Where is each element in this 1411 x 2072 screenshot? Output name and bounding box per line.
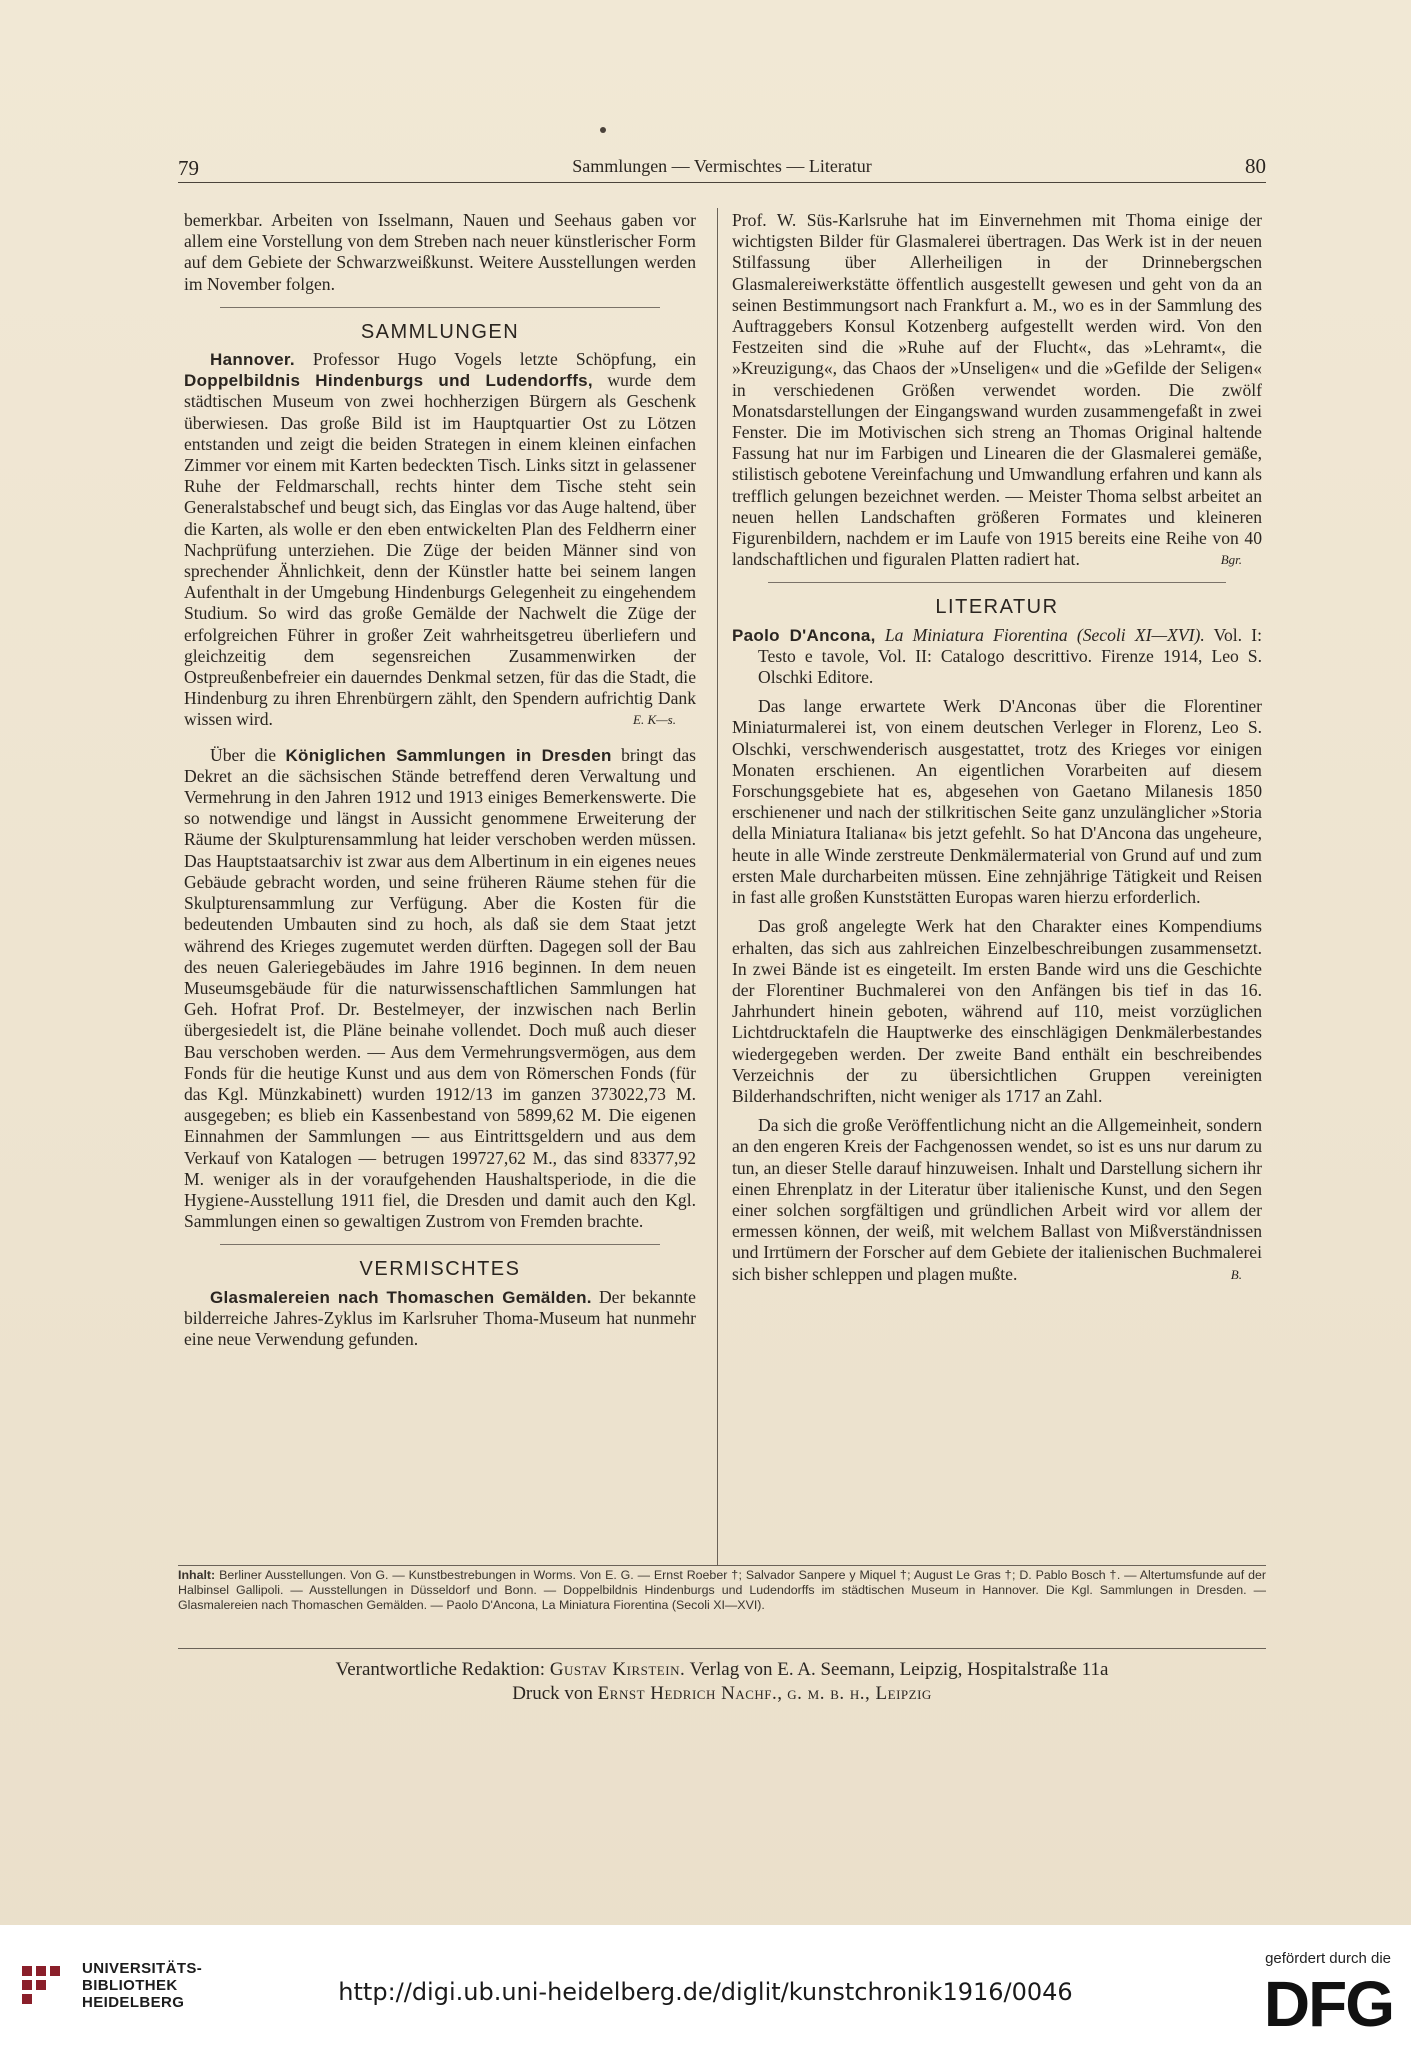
print-mark xyxy=(600,127,606,133)
review-paragraph-1: Das lange erwartete Werk D'Anconas über die Florentiner Miniaturmalerei ist, von einem deutschen Verleger in Florenz, Leo S. Olschki, verschwenderisch ausgestattet, trotz des Krieges vor einigen Monaten erschienen. An eigentlichen Vorarbeiten auf diesem Forschungsgebiete hat es, abgesehen von Gaetano Milanesis 1850 erschienener und nach der stilkritischen Seite ganz unzulänglicher »Storia della Miniatura Italiana« bis jetzt gefehlt. So hat D'Ancona das ungeheure, heute in alle Winde zerstreute Denkmälermaterial von Grund auf und zum ersten Male durcharbeiten müssen. Eine zehnjährige Tätigkeit und Reisen in fast alle großen Kunststätten Europas waren hierzu erforderlich. xyxy=(732,696,1262,908)
dresden-text: bringt das Dekret an die sächsischen Stände betreffend deren Verwaltung und Vermehrung in den Jahren 1912 und 1913 einiges Bemerkenswerte. Die so notwendige und längst in Aussicht genommene Erweiterung der Räume der Skulpturensammlung hat leider verschoben werden müssen. Das Hauptstaatsarchiv ist zwar aus dem Albertinum in ein eigenes neues Gebäude gebracht worden, und seine früheren Räume stehen für die Skulpturensammlung zur Verfügung. Aber die Kosten für die bedeutenden Umbauten sind zu hoch, als daß sie dem Staat jetzt während des Krieges zugemutet werden dürften. Dagegen soll der Bau des neuen Galeriegebäudes im Jahre 1916 beginnen. In dem neuen Museumsgebäude für die naturwissenschaftlichen Sammlungen hat Geh. Hofrat Prof. Dr. Bestelmeyer, der inzwischen nach Berlin übergesiedelt ist, die Pläne beinahe vollendet. Doch muß auch dieser Bau verschoben werden. — Aus dem Vermehrungsvermögen, aus dem Fonds für die heutige Kunst und aus dem von Römerschen Fonds (für das Kgl. Münzkabinett) wurden 1912/13 im ganzen 373022,73 M. ausgegeben; es blieb ein Kassenbestand von 5899,62 M. Die eigenen Einnahmen der Sammlungen — aus Eintrittsgeldern und aus dem Verkauf von Katalogen — betrugen 199727,62 M., das sind 83377,92 M. weniger als in der voraufgehenden Haushaltsperiode, in die die Hygiene-Ausstellung 1911 fiel, die Dresden und damit auch den Kgl. Sammlungen einen so gewaltigen Zustrom von Fremden brachte. xyxy=(184,744,696,1232)
review-paragraph-2: Das groß angelegte Werk hat den Charakter eines Kompendiums erhalten, das sich aus zahlreichen Einzelbeschreibungen zusammensetzt. In zwei Bände ist es eingeteilt. Im ersten Bande wird uns die Geschichte der Florentiner Buchmalerei von den Anfängen bis tief in das 16. Jahrhundert hinein geboten, während auf 110, meist vorzüglichen Lichtdrucktafeln die Hauptwerke des einschlägigen Denkmälerbestandes wiedergegeben werden. Der zweite Band enthält ein beschreibendes Verzeichnis der zu übersichtlichen Gruppen vereinigten Bilderhandschriften, nicht weniger als 1717 an Zahl. xyxy=(732,916,1262,1106)
library-line-3: HEIDELBERG xyxy=(82,1994,185,2011)
dresden-paragraph xyxy=(184,745,696,1233)
section-title-literatur: LITERATUR xyxy=(935,596,1059,619)
hannover-pre: Professor Hugo Vogels letzte Schöpfung, ein xyxy=(312,349,696,370)
review-paragraph-3 xyxy=(732,1115,1262,1285)
book-citation xyxy=(732,625,1262,689)
book-title: La Miniatura Fiorentina (Secoli XI—XVI). xyxy=(884,624,1205,645)
imprint-printer-name: Ernst Hedrich Nachf., xyxy=(597,1683,783,1704)
left-column xyxy=(184,210,696,1358)
imprint-line-2 xyxy=(178,1682,1266,1706)
imprint-publisher: Verlag von E. A. Seemann, Leipzig, Hospitalstraße 11a xyxy=(689,1659,1109,1680)
column-divider xyxy=(717,208,718,1566)
signature: B. xyxy=(1230,1266,1242,1282)
hannover-paragraph xyxy=(184,349,696,731)
review-text-3: Da sich die große Veröffentlichung nicht an die Allgemeinheit, sondern an den engeren Kreis der Fachgenossen wendet, so ist es uns nur darum zu tun, an dieser Stelle darauf hinzuweisen. Inhalt und Darstellung sichern ihr einen Ehrenplatz in der Literatur über italienische Kunst, und den Segen einer solchen sorgfältigen und gründlichen Arbeit wird vor allem der ermessen können, der weiß, mit welchem Ballast von Mißverständnissen und Irrtümern der Forscher auf dem Gebiete der italienischen Buchmalerei sich bisher schleppen und plagen mußte. xyxy=(732,1115,1262,1284)
dfg-logo: DFG xyxy=(1263,1968,1393,2040)
page-number-left: 79 xyxy=(178,156,199,180)
section-title-sammlungen: SAMMLUNGEN xyxy=(360,320,520,343)
dresden-pre: Über die xyxy=(210,744,277,765)
intro-paragraph: bemerkbar. Arbeiten von Isselmann, Nauen und Seehaus gaben vor allem eine Vorstellung von dem Streben nach neuer künstlerischer Form auf dem Gebiete der Schwarzweißkunst. Weitere Ausstellungen werden im November folgen. xyxy=(184,210,696,294)
funded-by-label: gefördert durch die xyxy=(1265,1950,1391,1967)
hannover-lead: Hannover. xyxy=(210,350,295,370)
glas-bold: Glasmalereien nach Thomaschen Gemälden. xyxy=(210,1287,592,1307)
glas-text: Der bekannte bilderreiche Jahres-Zyklus im Karlsruher Thoma-Museum hat nunmehr eine neue Verwendung gefunden. xyxy=(184,1286,696,1349)
glas-continued xyxy=(732,210,1262,570)
glas-paragraph xyxy=(184,1287,696,1351)
library-line-1: UNIVERSITÄTS- xyxy=(82,1960,203,1977)
hannover-text: wurde dem städtischen Museum von zwei hochherzigen Bürgern als Geschenk überwiesen. Das große Bild ist im Hauptquartier Ost zu Lötzen entstanden und zeigt die beiden Strategen in einem kleinen einfachen Zimmer vor einem mit Karten bedeckten Tisch. Links sitzt in gelassener Ruhe der Feldmarschall, rechts hinter dem Tische steht sein Generalstabschef und beugt sich, das Einglas vor das Auge haltend, über die Karten, als wolle er den eben entwickelten Plan des Feldherrn einer Nachprüfung unterziehen. Die Züge der beiden Männer sind von sprechender Ähnlichkeit, denn der Künstler hatte bei seinem langen Aufenthalt in der Umgebung Hindenburgs Gelegenheit zu eingehendem Studium. So wird das große Gemälde der Nachwelt die Züge der erfolgreichen Führer in großer Zeit wahrheitsgetreu überliefern und gleichzeitig dem segensreichen Zusammenwirken der Ostpreußenbefreier ein dauerndes Denkmal setzen, für das die Stadt, die Hindenburg zu ihren Ehrenbürgern zählt, den Spendern aufrichtig Dank wissen wird. xyxy=(184,370,696,730)
signature: E. K—s. xyxy=(633,712,676,728)
dresden-bold: Königlichen Sammlungen in Dresden xyxy=(285,745,612,765)
book-author: Paolo D'Ancona, xyxy=(732,625,876,645)
right-column xyxy=(732,210,1262,1293)
imprint-printer-label: Druck von xyxy=(512,1683,593,1704)
section-rule xyxy=(768,582,1226,583)
glas-cont-text: Prof. W. Süs-Karlsruhe hat im Einvernehmen mit Thoma einige der wichtigsten Bilder für Glasmalerei übertragen. Das Werk ist in der neuen Stilfassung über Allerheiligen in der Drinnebergschen Glasmalereiwerkstätte öffentlich ausgestellt gewesen und geht von da an seinen Bestimmungsort nach Frankfurt a. M., wo es in der Sammlung des Auftraggebers Konsul Kotzenberg aufgestellt werden wird. Von den Festzeiten sind die »Ruhe auf der Flucht«, das »Lehramt«, die »Kreuzigung«, das Chaos der »Unseligen« und die »Gefilde der Seligen« in verschiedenen Größen verwendet worden. Die zwölf Monatsdarstellungen der Eingangswand wurden zusammengefaßt in zwei Fenster. Die im Motivischen sich streng an Thomas Original haltende Fassung hat nur im Farbigen und Linearen die der Glasmalerei gemäße, stilistisch gebotene Vereinfachung und Umwandlung erfahren und kann als trefflich gelungen bezeichnet werden. — Meister Thoma selbst arbeitet an neuen hellen Landschaften größeren Formates und kleineren Figurenbildern, nachdem er im Laufe von 1915 bereits eine Reihe von 40 landschaftlichen und figuralen Platten radiert hat. xyxy=(732,210,1262,570)
source-url-link[interactable]: http://digi.ub.uni-heidelberg.de/diglit/kunstchronik1916/0046 xyxy=(338,1978,1073,2006)
section-rule xyxy=(220,1244,660,1245)
section-rule xyxy=(220,307,660,308)
signature: Bgr. xyxy=(1220,552,1242,568)
page-number-right: 80 xyxy=(1245,154,1266,178)
contents-label: Inhalt: xyxy=(178,1568,216,1582)
contents-rule xyxy=(178,1565,1266,1566)
header-rule xyxy=(178,182,1266,183)
imprint xyxy=(178,1658,1266,1706)
book-details: Vol. I: Testo e tavole, Vol. II: Catalogo descrittivo. Firenze 1914, Leo S. Olschki Editore. xyxy=(758,624,1262,688)
contents-text: Berliner Ausstellungen. Von G. — Kunstbestrebungen in Worms. Von E. G. — Ernst Roeber †; Salvador Sanpere y Miquel †; August Le Gras †; D. Pablo Bosch †. — Altertumsfunde auf der Halbinsel Gallipoli. — Ausstellungen in Düsseldorf und Bonn. — Doppelbildnis Hindenburgs und Ludendorffs im städtischen Museum in Hannover. Die Kgl. Sammlungen in Dresden. — Glasmalereien nach Thomaschen Gemälden. — Paolo D'Ancona, La Miniatura Fiorentina (Secoli XI—XVI). xyxy=(178,1568,1266,1612)
imprint-editor-label: Verantwortliche Redaktion: xyxy=(335,1659,546,1680)
hannover-bold: Doppelbildnis Hindenburgs und Ludendorffs, xyxy=(184,371,593,391)
imprint-rule xyxy=(178,1648,1266,1649)
imprint-editor-name: Gustav Kirstein. xyxy=(549,1659,686,1680)
header-title: Sammlungen — Vermischtes — Literatur xyxy=(572,156,872,176)
imprint-line-1 xyxy=(178,1658,1266,1682)
section-title-vermischtes: VERMISCHTES xyxy=(359,1258,521,1281)
library-line-2: BIBLIOTHEK xyxy=(82,1977,178,1994)
table-of-contents xyxy=(178,1568,1266,1613)
imprint-printer-place: g. m. b. h., Leipzig xyxy=(787,1683,932,1704)
running-header xyxy=(178,150,1266,182)
